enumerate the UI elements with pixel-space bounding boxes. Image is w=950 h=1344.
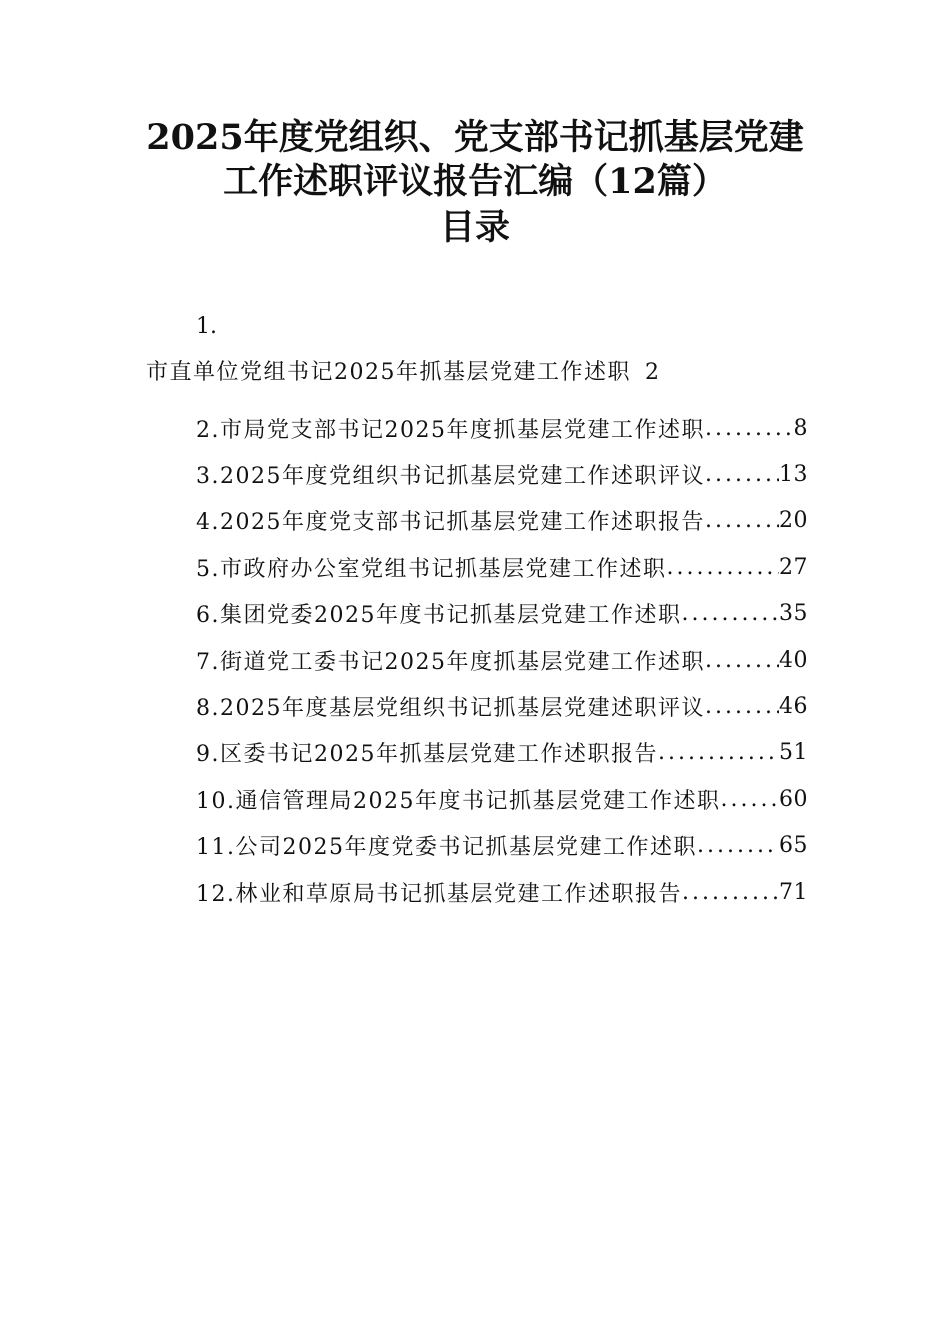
toc-leader-dots [658, 740, 779, 765]
toc-entry-page: 46 [779, 694, 808, 720]
toc-leader-dots [705, 462, 779, 487]
toc-entry-label: 9.区委书记2025年抓基层党建工作述职报告 [196, 742, 658, 768]
toc-entry-label: 3.2025年度党组织书记抓基层党建工作述职评议 [196, 464, 705, 490]
toc-entry-page: 40 [779, 647, 808, 673]
toc-entry-label: 4.2025年度党支部书记抓基层党建工作述职报告 [196, 510, 705, 536]
toc-entry-page: 35 [779, 601, 808, 627]
toc-entry[interactable] [196, 591, 808, 637]
toc-entry[interactable] [196, 498, 808, 544]
toc-leader-dots [682, 880, 779, 905]
toc-entry-page: 13 [779, 462, 808, 488]
toc-entry-page: 65 [779, 833, 808, 859]
toc-entry-label: 10.通信管理局2025年度书记抓基层党建工作述职 [196, 788, 721, 814]
toc-entry[interactable] [196, 544, 808, 590]
document-title-line-1: 2025年度党组织、党支部书记抓基层党建 [146, 117, 804, 158]
toc-leader-dots [705, 508, 779, 533]
toc-entry-page: 71 [779, 879, 808, 905]
toc-entry-1-number: 1. [196, 314, 217, 339]
toc-entry[interactable] [196, 823, 808, 869]
toc-entry-1-page: 2 [645, 360, 661, 385]
toc-leader-dots [705, 694, 779, 719]
toc-entry[interactable] [196, 451, 808, 497]
toc-entry[interactable] [196, 776, 808, 822]
toc-entry-page: 27 [779, 554, 808, 580]
toc-entry-label: 8.2025年度基层党组织书记抓基层党建述职评议 [196, 696, 705, 722]
toc-leader-dots [705, 648, 779, 673]
toc-leader-dots [720, 787, 779, 812]
toc-leader-dots [705, 416, 794, 441]
toc-entry-1[interactable] [146, 358, 661, 388]
toc-entry-page: 8 [793, 415, 808, 441]
toc-entry-label: 12.林业和草原局书记抓基层党建工作述职报告 [196, 881, 682, 907]
toc-entry-1-label: 市直单位党组书记2025年抓基层党建工作述职 [146, 360, 631, 385]
toc-entry[interactable] [196, 730, 808, 776]
toc-leader-dots [697, 833, 779, 858]
toc-entry-page: 51 [779, 740, 808, 766]
toc-entry[interactable] [196, 683, 808, 729]
toc-leader-dots [667, 555, 780, 580]
toc-entry[interactable] [196, 637, 808, 683]
toc-entry-label: 5.市政府办公室党组书记抓基层党建工作述职 [196, 556, 667, 582]
toc-entry-page: 20 [779, 508, 808, 534]
toc-entry-label: 11.公司2025年度党委书记抓基层党建工作述职 [196, 835, 697, 861]
toc-leader-dots [681, 601, 779, 626]
toc-list [196, 405, 808, 915]
toc-entry-page: 60 [779, 786, 808, 812]
toc-entry-label: 7.街道党工委书记2025年度抓基层党建工作述职 [196, 649, 705, 675]
toc-entry[interactable] [196, 405, 808, 451]
toc-entry[interactable] [196, 869, 808, 915]
toc-heading: 目录 [439, 207, 510, 248]
toc-entry-label: 6.集团党委2025年度书记抓基层党建工作述职 [196, 603, 682, 629]
toc-entry-label: 2.市局党支部书记2025年度抓基层党建工作述职 [196, 417, 705, 443]
document-title-line-2: 工作述职评议报告汇编（12篇） [223, 161, 727, 202]
